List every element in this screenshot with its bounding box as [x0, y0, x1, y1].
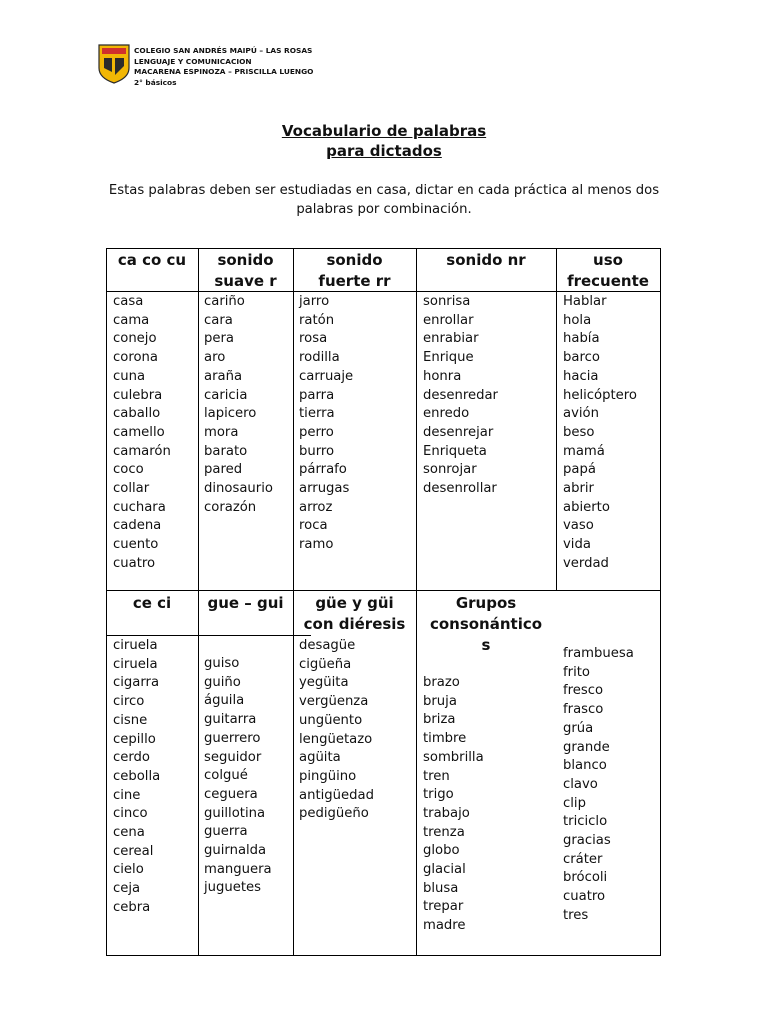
word-item: guerrero — [204, 730, 261, 746]
header-text: con diéresis — [303, 615, 406, 633]
word-item: cepillo — [113, 731, 156, 747]
word-item: ramo — [299, 537, 334, 553]
word-item: circo — [113, 694, 145, 710]
word-item: trabajo — [423, 805, 470, 821]
table1-header-4 — [556, 250, 660, 292]
word-item: manguera — [204, 861, 272, 877]
word-item: enrollar — [423, 312, 474, 328]
table2-header-0 — [106, 593, 198, 614]
table1-header-1 — [198, 250, 293, 292]
header-text: sonido — [326, 251, 383, 269]
school-logo — [98, 42, 130, 84]
word-item: desenrollar — [423, 481, 497, 497]
word-item: yegüita — [299, 675, 349, 691]
header-text: uso — [593, 251, 623, 269]
word-item: globo — [423, 843, 460, 859]
word-item: grande — [563, 739, 610, 755]
header-text: frecuente — [567, 272, 649, 290]
word-item: mora — [204, 424, 239, 440]
table1-header-0 — [106, 250, 198, 271]
word-item: guirnalda — [204, 843, 267, 859]
word-item: gracias — [563, 833, 611, 849]
word-item: guerra — [204, 824, 248, 840]
word-item: cielo — [113, 862, 144, 878]
word-item: ceja — [113, 881, 141, 897]
word-item: caricia — [204, 387, 248, 403]
word-item: parra — [299, 387, 335, 403]
header-text: güe y güi — [315, 594, 394, 612]
word-item: águila — [204, 693, 245, 709]
word-item: cerdo — [113, 750, 150, 766]
word-item: cebolla — [113, 768, 161, 784]
word-item: bruja — [423, 693, 457, 709]
word-item: jarro — [299, 294, 330, 309]
word-item: colgué — [204, 768, 248, 784]
word-item: cuatro — [563, 889, 606, 905]
word-item: abrir — [563, 481, 594, 497]
column-divider — [556, 248, 557, 591]
word-item: frasco — [563, 702, 604, 718]
word-item: cráter — [563, 851, 603, 867]
intro-line-1: Estas palabras deben ser estudiadas en casa, dictar en cada práctica al menos dos — [108, 183, 660, 198]
word-item: guitarra — [204, 712, 257, 728]
school-info — [134, 46, 313, 88]
word-item: dinosaurio — [204, 481, 273, 497]
word-item: cereal — [113, 843, 154, 859]
title-line-2: para dictados — [326, 142, 442, 160]
word-item: trenza — [423, 824, 465, 840]
table2-header-1 — [198, 593, 293, 614]
word-item: rodilla — [299, 350, 340, 366]
word-item: guiso — [204, 656, 240, 671]
header-text: sonido nr — [446, 251, 526, 269]
word-item: pared — [204, 462, 243, 478]
word-item: hola — [563, 312, 592, 328]
word-item: perro — [299, 424, 334, 440]
word-item: coco — [113, 462, 144, 478]
table2-header-3 — [416, 593, 556, 656]
word-item: agüita — [299, 750, 341, 766]
word-item: ciruela — [113, 656, 158, 672]
word-item: cebra — [113, 899, 151, 915]
word-item: timbre — [423, 731, 467, 747]
header-text: Grupos — [455, 594, 517, 612]
word-item: papá — [563, 462, 596, 478]
intro-line-2: palabras por combinación. — [296, 202, 472, 217]
word-item: blusa — [423, 880, 459, 896]
header-text: gue – gui — [207, 594, 284, 612]
header-text: suave r — [214, 272, 277, 290]
word-item: lapicero — [204, 406, 257, 422]
word-item: camarón — [113, 443, 171, 459]
table-border-top — [106, 248, 661, 249]
word-item: cama — [113, 312, 150, 328]
word-item: fresco — [563, 683, 604, 699]
word-item: mamá — [563, 443, 605, 459]
word-item: barco — [563, 350, 600, 366]
word-item: corazón — [204, 499, 257, 515]
word-item: triciclo — [563, 814, 608, 830]
word-item: araña — [204, 368, 243, 384]
word-item: había — [563, 331, 600, 347]
word-item: ratón — [299, 312, 335, 328]
word-item: desenredar — [423, 387, 498, 403]
word-item: sonrojar — [423, 462, 477, 478]
intro-paragraph — [100, 181, 668, 219]
word-item: tres — [563, 907, 589, 923]
word-item: hacia — [563, 368, 599, 384]
header-text: ce ci — [132, 594, 172, 612]
word-item: desenrejar — [423, 424, 494, 440]
table-middle-divider — [106, 590, 661, 591]
word-item: cariño — [204, 294, 245, 309]
word-item: roca — [299, 518, 328, 534]
word-item: helicóptero — [563, 387, 637, 403]
word-item: pera — [204, 331, 234, 347]
table2-column-4 — [563, 645, 634, 926]
word-item: lengüetazo — [299, 731, 373, 747]
word-item: culebra — [113, 387, 163, 403]
word-item: barato — [204, 443, 248, 459]
table1-header-2 — [293, 250, 416, 292]
word-item: madre — [423, 918, 466, 934]
word-item: cuatro — [113, 555, 156, 571]
table-border-bottom — [106, 955, 661, 956]
word-item: beso — [563, 424, 595, 440]
word-item: brazo — [423, 675, 460, 690]
word-item: honra — [423, 368, 462, 384]
word-item: tren — [423, 768, 450, 784]
word-item: guiño — [204, 674, 241, 690]
word-item: vida — [563, 537, 591, 553]
word-item: rosa — [299, 331, 328, 347]
table1-column-0 — [113, 293, 171, 574]
table2-header-2 — [293, 593, 416, 635]
title-line-1: Vocabulario de palabras — [281, 122, 487, 140]
word-item: cigüeña — [299, 656, 352, 672]
grade-level: 2° básicos — [134, 77, 177, 87]
word-item: casa — [113, 294, 144, 309]
word-item: cuna — [113, 368, 146, 384]
word-item: caballo — [113, 406, 161, 422]
word-item: enredo — [423, 406, 470, 422]
table1-column-1 — [204, 293, 273, 517]
table1-header-3 — [416, 250, 556, 271]
word-item: guillotina — [204, 805, 266, 821]
table2-column-1 — [204, 655, 272, 898]
word-item: camello — [113, 424, 165, 440]
word-item: clavo — [563, 776, 598, 792]
vocabulary-table — [106, 248, 661, 956]
subject-name: LENGUAJE Y COMUNICACION — [134, 56, 252, 66]
table2-column-2 — [299, 637, 374, 824]
word-item: avión — [563, 406, 599, 422]
word-item: pedigüeño — [299, 806, 369, 822]
word-item: abierto — [563, 499, 610, 515]
word-item: collar — [113, 481, 150, 497]
word-item: tierra — [299, 406, 335, 422]
word-item: Hablar — [563, 294, 607, 309]
word-item: cuchara — [113, 499, 166, 515]
word-item: brócoli — [563, 870, 608, 886]
table2-column-0 — [113, 637, 160, 918]
word-item: glacial — [423, 862, 466, 878]
word-item: enrabiar — [423, 331, 479, 347]
word-item: cara — [204, 312, 233, 328]
word-item: clip — [563, 795, 586, 811]
teacher-names: MACARENA ESPINOZA – PRISCILLA LUENGO — [134, 67, 314, 76]
table1-column-3 — [423, 293, 498, 499]
document-title — [0, 121, 768, 161]
word-item: Enriqueta — [423, 443, 487, 459]
word-item: ciruela — [113, 638, 158, 653]
word-item: cinco — [113, 806, 148, 822]
word-item: juguetes — [204, 880, 262, 896]
word-item: vergüenza — [299, 694, 369, 710]
word-item: ceguera — [204, 786, 258, 802]
word-item: sonrisa — [423, 294, 471, 309]
word-item: conejo — [113, 331, 157, 347]
word-item: párrafo — [299, 462, 347, 478]
word-item: antigüedad — [299, 787, 374, 803]
table1-column-4 — [563, 293, 637, 574]
table2-column-3 — [423, 674, 484, 936]
word-item: frambuesa — [563, 646, 634, 661]
word-item: verdad — [563, 555, 609, 571]
word-item: vaso — [563, 518, 594, 534]
word-item: arroz — [299, 499, 333, 515]
word-item: desagüe — [299, 638, 356, 653]
word-item: cena — [113, 825, 145, 841]
school-name: COLEGIO SAN ANDRÉS MAIPÚ – LAS ROSAS — [134, 46, 313, 55]
word-item: cisne — [113, 712, 148, 728]
header-text: sonido — [217, 251, 274, 269]
header-text: consonántico — [429, 615, 543, 633]
word-item: sombrilla — [423, 749, 484, 765]
word-item: burro — [299, 443, 335, 459]
word-item: blanco — [563, 758, 607, 774]
word-item: pingüino — [299, 768, 357, 784]
word-item: aro — [204, 350, 226, 366]
word-item: cine — [113, 787, 141, 803]
table2-header-divider — [106, 635, 311, 636]
word-item: seguidor — [204, 749, 262, 765]
word-item: Enrique — [423, 350, 474, 366]
word-item: ungüento — [299, 712, 363, 728]
word-item: corona — [113, 350, 158, 366]
word-item: frito — [563, 664, 590, 680]
header-text: fuerte rr — [318, 272, 391, 290]
header-text: s — [481, 636, 491, 654]
word-item: cadena — [113, 518, 162, 534]
word-item: trepar — [423, 899, 464, 915]
word-item: cuento — [113, 537, 159, 553]
header-text: ca co cu — [117, 251, 187, 269]
table-border-right — [660, 248, 661, 956]
word-item: carruaje — [299, 368, 354, 384]
table1-column-2 — [299, 293, 353, 555]
word-item: trigo — [423, 787, 454, 803]
word-item: grúa — [563, 720, 594, 736]
word-item: cigarra — [113, 675, 160, 691]
word-item: arrugas — [299, 481, 350, 497]
word-item: briza — [423, 712, 456, 728]
